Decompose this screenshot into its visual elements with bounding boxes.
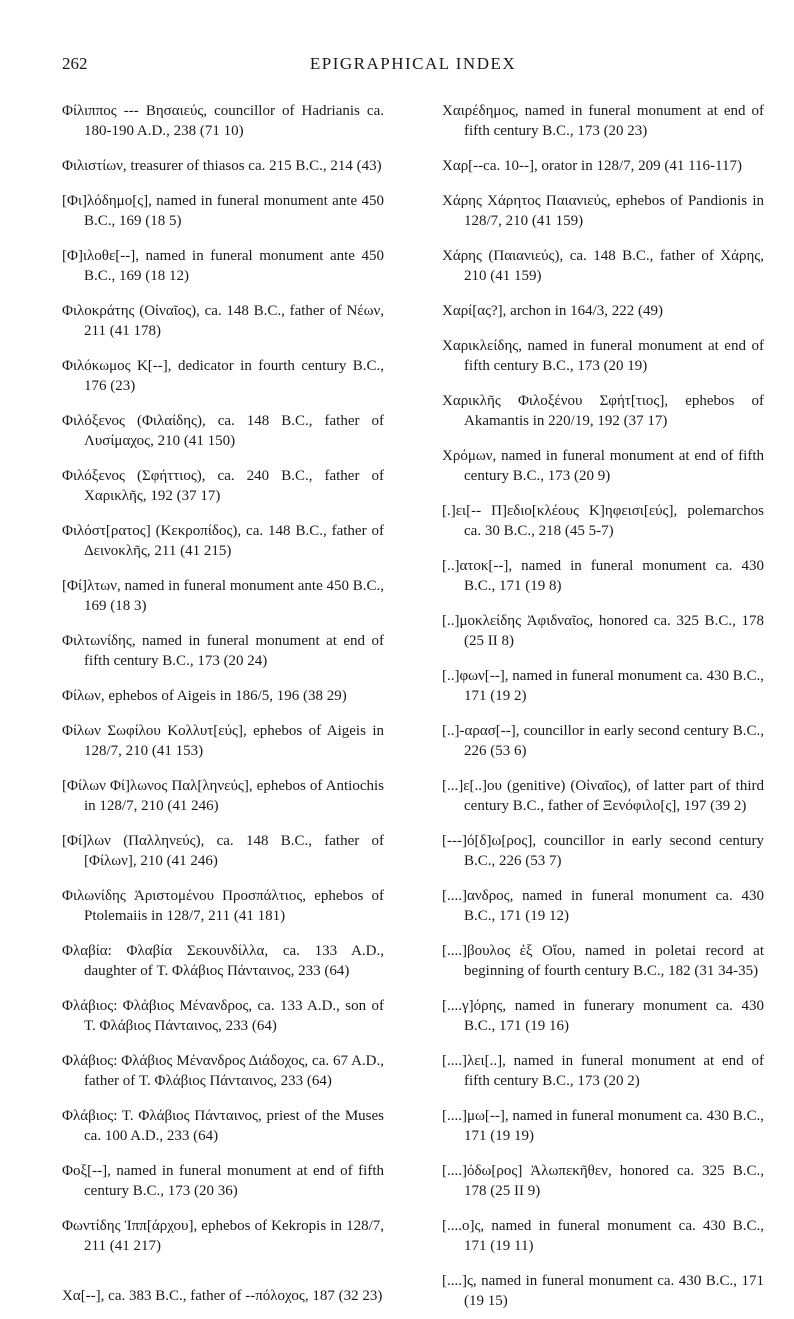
index-entry: Φωντίδης Ἱππ[άρχου], ephebos of Kekropis in 128/7, 211 (41 217) bbox=[62, 1218, 384, 1254]
index-entry: [....]ς, named in funeral monument ca. 430 B.C., 171 (19 15) bbox=[442, 1273, 764, 1309]
index-entry: Φίλιππος --- Βησαιεύς, councillor of Hadrianis ca. 180-190 A.D., 238 (71 10) bbox=[62, 103, 384, 139]
index-entry: [....γ]όρης, named in funerary monument ca. 430 B.C., 171 (19 16) bbox=[442, 998, 764, 1034]
index-entry: Χρόμων, named in funeral monument at end of fifth century B.C., 173 (20 9) bbox=[442, 448, 764, 484]
left-column bbox=[62, 86, 384, 1319]
index-entry: [...]ε[..]ου (genitive) (Οἰναῖος), of latter part of third century B.C., father of Ξενόφιλο[ς], 197 (39 2) bbox=[442, 778, 764, 814]
index-entry: Χάρης (Παιανιεύς), ca. 148 B.C., father of Χάρης, 210 (41 159) bbox=[442, 248, 764, 284]
index-entry: [---]ό[δ]ω[ρος], councillor in early second century B.C., 226 (53 7) bbox=[442, 833, 764, 869]
index-entry: Φλάβιος: Φλάβιος Μένανδρος Διάδοχος, ca. 67 A.D., father of Τ. Φλάβιος Πάνταινος, 233 (64) bbox=[62, 1053, 384, 1089]
index-entry: [....]ανδρος, named in funeral monument ca. 430 B.C., 171 (19 12) bbox=[442, 888, 764, 924]
index-entry: Φιλιστίων, treasurer of thiasos ca. 215 B.C., 214 (43) bbox=[62, 158, 382, 174]
index-entry: Φλάβιος: Τ. Φλάβιος Πάνταινος, priest of the Muses ca. 100 A.D., 233 (64) bbox=[62, 1108, 384, 1144]
index-entry: Φίλων, ephebos of Aigeis in 186/5, 196 (38 29) bbox=[62, 688, 347, 704]
index-entry: Φιλόξενος (Σφήττιος), ca. 240 B.C., father of Χαρικλῆς, 192 (37 17) bbox=[62, 468, 384, 504]
running-head: EPIGRAPHICAL INDEX bbox=[309, 54, 517, 73]
index-entry: Φιλοκράτης (Οἰναῖος), ca. 148 B.C., father of Νέων, 211 (41 178) bbox=[62, 303, 384, 339]
index-entry: [..]ατοκ[--], named in funeral monument ca. 430 B.C., 171 (19 8) bbox=[442, 558, 764, 594]
index-entry: Φλαβία: Φλαβία Σεκουνδίλλα, ca. 133 A.D., daughter of Τ. Φλάβιος Πάνταινος, 233 (64) bbox=[62, 943, 384, 979]
page-number: 262 bbox=[62, 54, 88, 73]
index-entry: Χαρ[--ca. 10--], orator in 128/7, 209 (41 116-117) bbox=[442, 158, 742, 174]
index-entry: Φίλων Σωφίλου Κολλυτ[εύς], ephebos of Aigeis in 128/7, 210 (41 153) bbox=[62, 723, 384, 759]
index-entry: Φλάβιος: Φλάβιος Μένανδρος, ca. 133 A.D., son of Τ. Φλάβιος Πάνταινος, 233 (64) bbox=[62, 998, 384, 1034]
index-entry: Χαρικλείδης, named in funeral monument at end of fifth century B.C., 173 (20 19) bbox=[442, 338, 764, 374]
index-entry: [..]μοκλείδης Ἀφιδναῖος, honored ca. 325 B.C., 178 (25 II 8) bbox=[442, 613, 764, 649]
page-header bbox=[62, 54, 764, 78]
index-entry: Φιλτωνίδης, named in funeral monument at end of fifth century B.C., 173 (20 24) bbox=[62, 633, 384, 669]
index-entry: Χαρικλῆς Φιλοξένου Σφήτ[τιος], ephebos of Akamantis in 220/19, 192 (37 17) bbox=[442, 393, 764, 429]
index-entry: Φιλόξενος (Φιλαίδης), ca. 148 B.C., father of Λυσίμαχος, 210 (41 150) bbox=[62, 413, 384, 449]
index-columns bbox=[62, 86, 764, 1319]
index-entry: [Φίλων Φί]λωνος Παλ[ληνεύς], ephebos of Antiochis in 128/7, 210 (41 246) bbox=[62, 778, 384, 814]
index-entry: [.]ει[-- Π]εδιο[κλέους Κ]ηφεισι[εύς], polemarchos ca. 30 B.C., 218 (45 5-7) bbox=[442, 503, 764, 539]
index-entry: [....]βουλος ἐξ Οἴου, named in poletai record at beginning of fourth century B.C., 182 (31 34-35) bbox=[442, 943, 764, 979]
index-entry: Χαρί[ας?], archon in 164/3, 222 (49) bbox=[442, 303, 664, 319]
index-entry: Χάρης Χάρητος Παιανιεύς, ephebos of Pandionis in 128/7, 210 (41 159) bbox=[442, 193, 764, 229]
index-entry: [....]όδω[ρος] Ἀλωπεκῆθεν, honored ca. 325 B.C., 178 (25 II 9) bbox=[442, 1163, 764, 1199]
index-entry: [Φ]ιλοθε[--], named in funeral monument ante 450 B.C., 169 (18 12) bbox=[62, 248, 384, 284]
index-entry: [....ο]ς, named in funeral monument ca. 430 B.C., 171 (19 11) bbox=[442, 1218, 764, 1254]
index-entry: [Φι]λόδημο[ς], named in funeral monument ante 450 B.C., 169 (18 5) bbox=[62, 193, 384, 229]
index-entry: [Φί]λτων, named in funeral monument ante 450 B.C., 169 (18 3) bbox=[62, 578, 384, 614]
index-entry: [....]μω[--], named in funeral monument ca. 430 B.C., 171 (19 19) bbox=[442, 1108, 764, 1144]
index-entry: Φιλόστ[ρατος] (Κεκροπίδος), ca. 148 B.C., father of Δεινοκλῆς, 211 (41 215) bbox=[62, 523, 384, 559]
index-entry: [..]φων[--], named in funeral monument ca. 430 B.C., 171 (19 2) bbox=[442, 668, 764, 704]
index-entry: [..]-αρασ[--], councillor in early second century B.C., 226 (53 6) bbox=[442, 723, 764, 759]
index-entry: [....]λει[..], named in funeral monument at end of fifth century B.C., 173 (20 2) bbox=[442, 1053, 764, 1089]
index-entry: Φιλωνίδης Ἀριστομένου Προσπάλτιος, ephebos of Ptolemaiis in 128/7, 211 (41 181) bbox=[62, 888, 384, 924]
index-entry: [Φί]λων (Παλληνεύς), ca. 148 B.C., father of [Φίλων], 210 (41 246) bbox=[62, 833, 384, 869]
index-entry: Φοξ[--], named in funeral monument at end of fifth century B.C., 173 (20 36) bbox=[62, 1163, 384, 1199]
index-entry: Φιλόκωμος Κ[--], dedicator in fourth century B.C., 176 (23) bbox=[62, 358, 384, 394]
index-entry: Χαιρέδημος, named in funeral monument at end of fifth century B.C., 173 (20 23) bbox=[442, 103, 764, 139]
right-column bbox=[442, 86, 764, 1319]
index-entry: Χα[--], ca. 383 B.C., father of --πόλοχος, 187 (32 23) bbox=[62, 1288, 383, 1304]
